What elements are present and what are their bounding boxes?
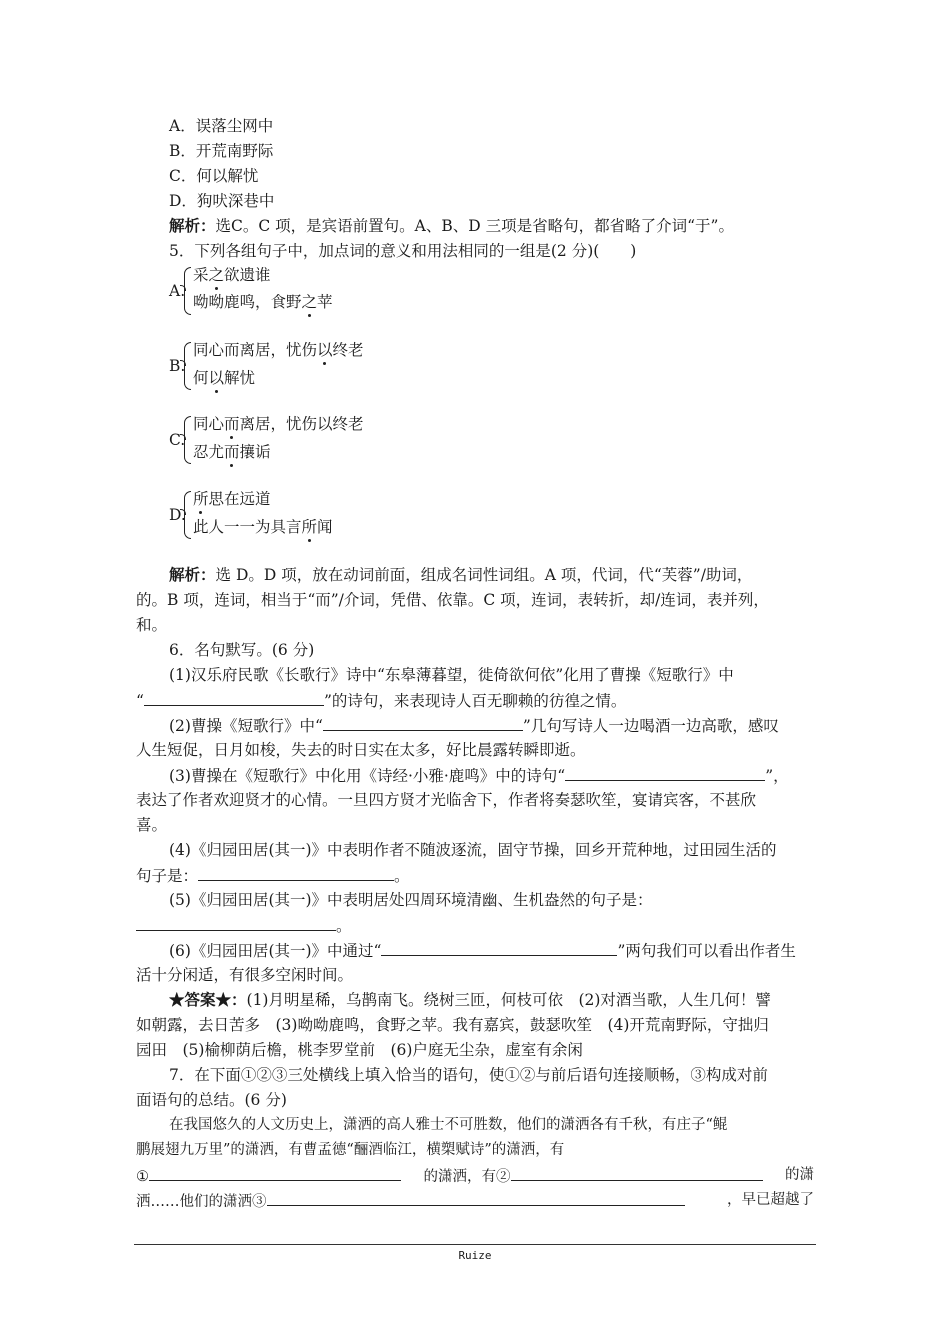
q5-c-line1: 同心而离居，忧伤以终老 [193,415,364,433]
q6-item3-line2: 表达了作者欢迎贤才的心情。一旦四方贤才光临舍下，作者将奏瑟吹笙，宴请宾客，不甚欣 [136,791,757,809]
q5-b-line2: 何以解忧 [193,369,256,387]
q6-item1-line1: (1)汉乐府民歌《长歌行》诗中“东皋薄暮望，徙倚欲何依”化用了曹操《短歌行》中 [169,666,734,684]
answer-blank[interactable] [136,914,336,931]
q5-b-line1: 同心而离居，忧伤以终老 [193,341,364,359]
q4-option-b: B．开荒南野际 [169,142,274,160]
group-letter: B. [169,357,186,375]
footer-rule [134,1244,816,1245]
q6-item2-line1: (2)曹操《短歌行》中“ ”几句写诗人一边喝酒一边高歌，感叹 [169,714,779,737]
analysis-label: 解析： [169,565,216,584]
q6-item6-line2: 活十分闲适，有很多空闲时间。 [136,966,354,984]
q6-item4-line2: 句子是： 。 [136,864,410,887]
q4-analysis-text: 选C。C 项，是宾语前置句。A、B、D 三项是省略句，都省略了介词“于”。 [215,217,734,235]
q6-item5-line2: 。 [136,914,352,937]
q5-stem: 5．下列各组句子中，加点词的意义和用法相同的一组是(2 分)( ) [169,242,637,260]
group-letter: D. [169,506,186,524]
q6-item3-line1: (3)曹操在《短歌行》中化用《诗经·小雅·鹿鸣》中的诗句“ ”， [169,764,789,787]
left-brace [184,491,191,539]
answer-blank-3[interactable] [267,1189,685,1206]
q5-d-line1: 所思在远道 [193,490,271,508]
q7-stem-line1: 7．在下面①②③三处横线上填入恰当的语句，使①②与前后语句连接顺畅，③构成对前 [169,1066,768,1084]
q7-passage-line3: ① 的潇洒，有② 的潇 [136,1164,814,1188]
q4-option-a: A．误落尘网中 [169,117,274,135]
q7-stem-line2: 面语句的总结。(6 分) [136,1091,287,1109]
q4-option-d: D．狗吠深巷中 [169,192,275,210]
answer-blank[interactable] [198,864,394,881]
q6-stem: 6．名句默写。(6 分) [169,641,315,659]
answer-blank-1[interactable] [149,1164,401,1181]
answer-blank[interactable] [144,689,324,706]
left-brace [184,267,191,315]
q6-item5-line1: (5)《归园田居(其一)》中表明居处四周环境清幽、生机盎然的句子是： [169,891,653,909]
q5-analysis-line2: 的。B 项，连词，相当于“而”/介词，凭借、依靠。C 项，连词，表转折，却/连词，表并列， [136,591,769,609]
q5-d-line2: 此人一一为具言所闻 [193,518,333,536]
q6-answer-line3: 园田 (5)榆柳荫后檐，桃李罗堂前 (6)户庭无尘杂，虚室有余闲 [136,1041,583,1059]
q6-item1-line2: “ ”的诗句，来表现诗人百无聊赖的彷徨之情。 [136,689,626,712]
q4-option-c: C．何以解忧 [169,167,259,185]
q6-item6-line1: (6)《归园田居(其一)》中通过“ ”两句我们可以看出作者生 [169,939,796,962]
q5-analysis-line1: 解析：选 D。D 项，放在动词前面，组成名词性词组。A 项，代词，代“芙蓉”/助词， [169,565,753,584]
q6-item3-line3: 喜。 [136,816,168,834]
q5-a-line2: 呦呦鹿鸣，食野之苹 [193,293,333,311]
answer-blank[interactable] [381,939,617,956]
q4-analysis [169,215,734,237]
footer-text: Ruize [458,1249,492,1262]
answer-blank[interactable] [565,764,765,781]
q5-a-line1: 采之欲遗谁 [193,266,271,284]
left-brace [184,342,191,390]
group-letter: C. [169,431,186,449]
answer-label: ★答案★： [169,990,247,1009]
group-letter: A. [169,282,186,300]
q6-item2-line2: 人生短促，日月如梭，失去的时日实在太多，好比晨露转瞬即逝。 [136,741,586,759]
answer-blank-2[interactable] [511,1164,763,1181]
q6-answer-line1: ★答案★：(1)月明星稀，乌鹊南飞。绕树三匝，何枝可依 (2)对酒当歌，人生几何！譬 [169,990,771,1009]
q7-passage-line1: 在我国悠久的人文历史上，潇洒的高人雅士不可胜数，他们的潇洒各有千秋，有庄子“鲲 [169,1117,728,1133]
q7-passage-line4: 洒……他们的潇洒③ ，早已超越了 [136,1189,814,1213]
analysis-label: 解析： [169,216,216,235]
q6-item4-line1: (4)《归园田居(其一)》中表明作者不随波逐流，固守节操，回乡开荒种地，过田园生活的 [169,841,777,859]
q5-c-line2: 忍尤而攘诟 [193,443,271,461]
answer-blank[interactable] [323,714,523,731]
q6-answer-line2: 如朝露，去日苦多 (3)呦呦鹿鸣，食野之苹。我有嘉宾，鼓瑟吹笙 (4)开荒南野际，守拙归 [136,1016,769,1034]
left-brace [184,416,191,464]
q7-passage-line2: 鹏展翅九万里”的潇洒，有曹孟德“酾酒临江，横槊赋诗”的潇洒，有 [136,1142,565,1158]
q5-analysis-line3: 和。 [136,616,168,634]
